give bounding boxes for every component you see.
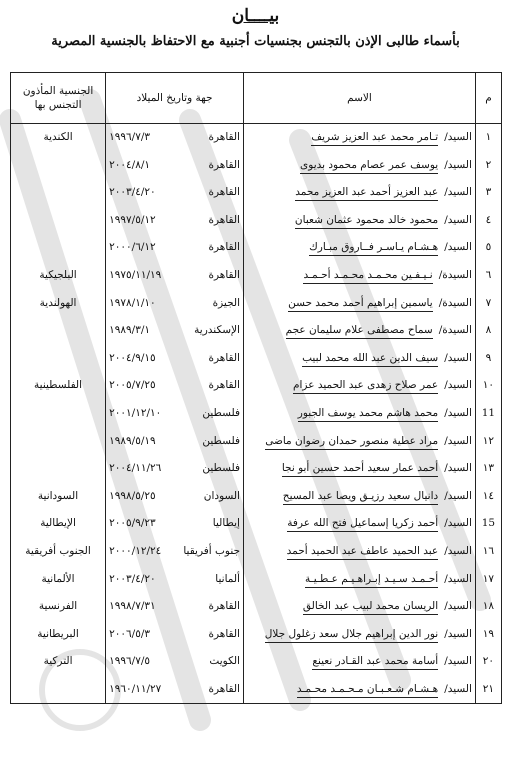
- row-name: مراد عطية منصور حمدان رضوان ماضى: [265, 434, 438, 450]
- row-title: السيد/: [444, 379, 472, 392]
- row-nationality: الفلسطينية: [34, 379, 83, 392]
- table-row: [11, 345, 502, 373]
- row-nationality: الهولندية: [39, 296, 77, 309]
- row-name-cell: [243, 566, 475, 594]
- table-row: [11, 179, 502, 207]
- table-row: [11, 152, 502, 180]
- row-name-cell: [243, 483, 475, 511]
- document-title: بيــــان: [231, 6, 280, 26]
- row-nationality: [11, 400, 106, 428]
- row-name-cell: [243, 428, 475, 456]
- row-number: 11: [475, 400, 501, 428]
- row-name: عمر صلاح زهدى عبد الحميد عزام: [293, 378, 438, 394]
- row-name: سماح مصطفى علام سليمان عجم: [286, 323, 433, 339]
- row-birth-cell: [106, 345, 244, 373]
- row-birth-cell: [106, 400, 244, 428]
- row-birth-place: القاهرة: [208, 379, 240, 392]
- row-name-cell: [243, 234, 475, 262]
- row-name-cell: [243, 400, 475, 428]
- row-birth-place: الكويت: [209, 655, 240, 668]
- row-birth-cell: [106, 455, 244, 483]
- row-birth-cell: [106, 648, 244, 676]
- row-name: هـشـام شـعـبـان مـحـمـد محـمـد: [297, 682, 438, 698]
- row-name-cell: [243, 621, 475, 649]
- row-birth-cell: [106, 262, 244, 290]
- row-birth-date: ١٩٩٨/٧/٣١: [109, 600, 156, 613]
- row-name-cell: [243, 179, 475, 207]
- row-name: أسامة محمد عبد القـادر نعينع: [312, 654, 438, 670]
- row-birth-date: ٢٠٠٣/٤/٢٠: [109, 572, 156, 585]
- row-title: السيدة/: [438, 296, 472, 309]
- row-birth-place: السودان: [203, 489, 240, 502]
- row-birth-place: جنوب أفريقيا: [183, 544, 240, 557]
- row-nationality: [11, 676, 106, 704]
- row-nationality: [11, 234, 106, 262]
- row-number: ٧: [475, 290, 501, 318]
- row-nationality: الجنوب أفريقية: [25, 544, 91, 557]
- row-name-cell: [243, 455, 475, 483]
- row-name-cell: [243, 317, 475, 345]
- row-birth-date: ١٩٧٥/١١/١٩: [109, 268, 162, 281]
- row-title: السيد/: [444, 600, 472, 613]
- row-birth-date: ٢٠٠٤/٩/١٥: [109, 351, 156, 364]
- row-birth-place: القاهرة: [208, 600, 240, 613]
- row-birth-cell: [106, 124, 244, 152]
- row-name: محمد هاشم محمد يوسف الجبور: [298, 406, 438, 422]
- row-birth-date: ١٩٩٦/٧/٥: [109, 655, 151, 668]
- row-birth-cell: [106, 317, 244, 345]
- table-row: [11, 566, 502, 594]
- row-nationality: [11, 428, 106, 456]
- row-title: السيد/: [444, 627, 472, 640]
- row-name: نـيـفـين محـمـد محـمـد أحـمـد: [303, 268, 432, 284]
- row-birth-cell: [106, 676, 244, 704]
- row-birth-place: الإسكندرية: [194, 324, 240, 337]
- row-title: السيد/: [444, 406, 472, 419]
- row-number: ٢٠: [475, 648, 501, 676]
- row-birth-cell: [106, 593, 244, 621]
- row-number: ١٣: [475, 455, 501, 483]
- row-nationality: الألمانية: [41, 572, 75, 585]
- row-title: السيدة/: [438, 268, 472, 281]
- row-title: السيد/: [444, 489, 472, 502]
- row-title: السيد/: [444, 572, 472, 585]
- table-row: [11, 317, 502, 345]
- row-birth-date: ١٩٨٩/٥/١٩: [109, 434, 156, 447]
- row-birth-date: ٢٠٠٣/٤/٢٠: [109, 186, 156, 199]
- row-nationality: [11, 345, 106, 373]
- row-birth-cell: [106, 483, 244, 511]
- row-nationality: التركية: [43, 655, 73, 668]
- row-birth-cell: [106, 566, 244, 594]
- table-row: [11, 483, 502, 511]
- document-subtitle: بأسماء طالبى الإذن بالتجنس بجنسيات أجنبية مع الاحتفاظ بالجنسية المصرية: [51, 34, 460, 49]
- row-nationality: البريطانية: [37, 627, 79, 640]
- table-row: [11, 372, 502, 400]
- row-name: أحـمـد سـيـد إبـراهـيـم عـطـيـة: [305, 572, 438, 588]
- row-name-cell: [243, 124, 475, 152]
- row-name-cell: [243, 538, 475, 566]
- row-birth-date: ٢٠٠٦/٥/٣: [109, 627, 151, 640]
- row-birth-cell: [106, 428, 244, 456]
- row-title: السيد/: [444, 434, 472, 447]
- row-name: ياسمين إبراهيم أحمد محمد حسن: [288, 296, 433, 312]
- row-number: ١٤: [475, 483, 501, 511]
- table-body: [11, 124, 502, 704]
- row-birth-cell: [106, 152, 244, 180]
- row-number: ١: [475, 124, 501, 152]
- row-number: ٤: [475, 207, 501, 235]
- row-number: ١٢: [475, 428, 501, 456]
- table-row: [11, 428, 502, 456]
- row-name: يوسف عمر عصام محمود بديوى: [300, 158, 438, 174]
- row-nationality: [11, 152, 106, 180]
- table-row: [11, 207, 502, 235]
- row-birth-date: ١٩٧٨/١/١٠: [109, 296, 156, 309]
- row-name-cell: [243, 262, 475, 290]
- row-number: ٨: [475, 317, 501, 345]
- table-row: [11, 593, 502, 621]
- row-title: السيد/: [444, 241, 472, 254]
- row-number: 15: [475, 510, 501, 538]
- row-birth-date: ٢٠٠٠/١٢/٢٤: [109, 544, 162, 557]
- row-number: ٩: [475, 345, 501, 373]
- row-title: السيد/: [444, 682, 472, 695]
- table-header-row: [11, 73, 502, 124]
- row-name-cell: [243, 593, 475, 621]
- row-number: ١٠: [475, 372, 501, 400]
- column-header-birth: جهة وتاريخ الميلاد: [106, 73, 244, 124]
- row-birth-cell: [106, 538, 244, 566]
- table-row: [11, 538, 502, 566]
- row-birth-date: ١٩٨٩/٣/١: [109, 324, 151, 337]
- table-row: [11, 234, 502, 262]
- table-row: [11, 290, 502, 318]
- row-name-cell: [243, 372, 475, 400]
- row-birth-place: إيطاليا: [212, 517, 240, 530]
- row-name-cell: [243, 345, 475, 373]
- row-birth-place: القاهرة: [208, 627, 240, 640]
- row-name: أحمد عمار سعيد أحمد حسين أبو نجا: [282, 461, 438, 477]
- row-title: السيد/: [444, 517, 472, 530]
- row-birth-place: القاهرة: [208, 213, 240, 226]
- table-row: [11, 676, 502, 704]
- row-birth-place: فلسطين: [202, 434, 240, 447]
- nationality-header-line1: الجنسية المأذون: [22, 85, 94, 97]
- row-name-cell: [243, 207, 475, 235]
- row-birth-place: الجيزة: [212, 296, 240, 309]
- row-nationality: [11, 179, 106, 207]
- row-name-cell: [243, 676, 475, 704]
- row-birth-place: القاهرة: [208, 351, 240, 364]
- table-row: [11, 510, 502, 538]
- row-name-cell: [243, 152, 475, 180]
- row-birth-date: ١٩٩٦/٧/٣: [109, 131, 151, 143]
- row-birth-place: ألمانيا: [215, 572, 240, 585]
- row-name: سيف الدين عبد الله محمد لبيب: [302, 351, 438, 367]
- row-birth-date: ٢٠٠١/١٢/١٠: [109, 406, 162, 419]
- row-birth-cell: [106, 207, 244, 235]
- row-birth-cell: [106, 234, 244, 262]
- row-name: عبد العزيز أحمد عبد العزيز محمد: [295, 185, 438, 201]
- nationality-header-line2: التجنس بها: [34, 99, 82, 111]
- row-name: هـشـام يـاسـر فــاروق مبـارك: [309, 240, 438, 256]
- row-birth-date: ٢٠٠٤/١١/٢٦: [109, 462, 162, 475]
- table-row: [11, 648, 502, 676]
- row-birth-date: ٢٠٠٥/٧/٢٥: [109, 379, 156, 392]
- row-birth-cell: [106, 179, 244, 207]
- row-birth-date: ٢٠٠٠/٦/١٢: [109, 241, 156, 254]
- row-birth-place: القاهرة: [208, 268, 240, 281]
- row-name-cell: [243, 510, 475, 538]
- row-number: ١٦: [475, 538, 501, 566]
- row-birth-cell: [106, 372, 244, 400]
- table-row: [11, 124, 502, 152]
- row-birth-place: القاهرة: [208, 186, 240, 199]
- row-number: ٥: [475, 234, 501, 262]
- row-title: السيد/: [444, 655, 472, 668]
- row-name: تـامر محمد عبد العزيز شريف: [311, 130, 438, 146]
- row-number: ١٩: [475, 621, 501, 649]
- row-title: السيد/: [444, 213, 472, 226]
- row-number: ١٨: [475, 593, 501, 621]
- row-title: السيد/: [444, 158, 472, 171]
- row-birth-date: ١٩٩٨/٥/٢٥: [109, 489, 156, 502]
- table-row: [11, 455, 502, 483]
- table-row: [11, 400, 502, 428]
- row-birth-place: فلسطين: [202, 406, 240, 419]
- row-birth-cell: [106, 290, 244, 318]
- row-name-cell: [243, 648, 475, 676]
- row-birth-place: القاهرة: [208, 682, 240, 695]
- table-row: [11, 262, 502, 290]
- row-title: السيد/: [444, 186, 472, 199]
- row-nationality: الفرنسية: [38, 600, 78, 613]
- row-name: دانيال سعيد رزيـق ويصا عبد المسيح: [283, 489, 438, 505]
- row-nationality: الإيطالية: [40, 517, 76, 530]
- column-header-nationality: [11, 73, 106, 124]
- row-birth-date: ٢٠٠٥/٩/٢٣: [109, 517, 156, 530]
- row-name: عبد الحميد عاطف عبد الحميد أحمد: [287, 544, 439, 560]
- row-title: السيد/: [444, 351, 472, 364]
- row-number: ٦: [475, 262, 501, 290]
- column-header-num: م: [475, 73, 501, 124]
- row-nationality: الكندية: [43, 131, 73, 143]
- row-birth-cell: [106, 621, 244, 649]
- row-birth-cell: [106, 510, 244, 538]
- row-nationality: [11, 317, 106, 345]
- row-number: ٢: [475, 152, 501, 180]
- row-birth-date: ١٩٦٠/١١/٢٧: [109, 682, 162, 695]
- row-birth-place: القاهرة: [208, 158, 240, 171]
- row-number: ١٧: [475, 566, 501, 594]
- row-birth-place: القاهرة: [208, 131, 240, 143]
- table-row: [11, 621, 502, 649]
- row-title: السيد/: [444, 131, 472, 143]
- row-birth-place: القاهرة: [208, 241, 240, 254]
- row-nationality: البلجيكية: [39, 268, 77, 281]
- row-number: ٣: [475, 179, 501, 207]
- row-title: السيدة/: [438, 324, 472, 337]
- row-name: أحمد زكريا إسماعيل فتح الله عرفة: [287, 516, 438, 532]
- row-name: محمود خالد محمود عثمان شعبان: [295, 213, 438, 229]
- row-nationality: السودانية: [37, 489, 79, 502]
- row-title: السيد/: [444, 462, 472, 475]
- row-name: الريسان محمد لبيب عبد الخالق: [303, 599, 438, 615]
- row-birth-date: ١٩٩٧/٥/١٢: [109, 213, 156, 226]
- row-nationality: [11, 455, 106, 483]
- row-title: السيد/: [444, 544, 472, 557]
- row-number: ٢١: [475, 676, 501, 704]
- row-birth-place: فلسطين: [202, 462, 240, 475]
- column-header-name: الاسم: [243, 73, 475, 124]
- row-nationality: [11, 207, 106, 235]
- applicants-table: [10, 72, 502, 704]
- row-birth-date: ٢٠٠٤/٨/١: [109, 158, 151, 171]
- row-name: نور الدين إبراهيم جلال سعد زغلول جلال: [265, 627, 438, 643]
- row-name-cell: [243, 290, 475, 318]
